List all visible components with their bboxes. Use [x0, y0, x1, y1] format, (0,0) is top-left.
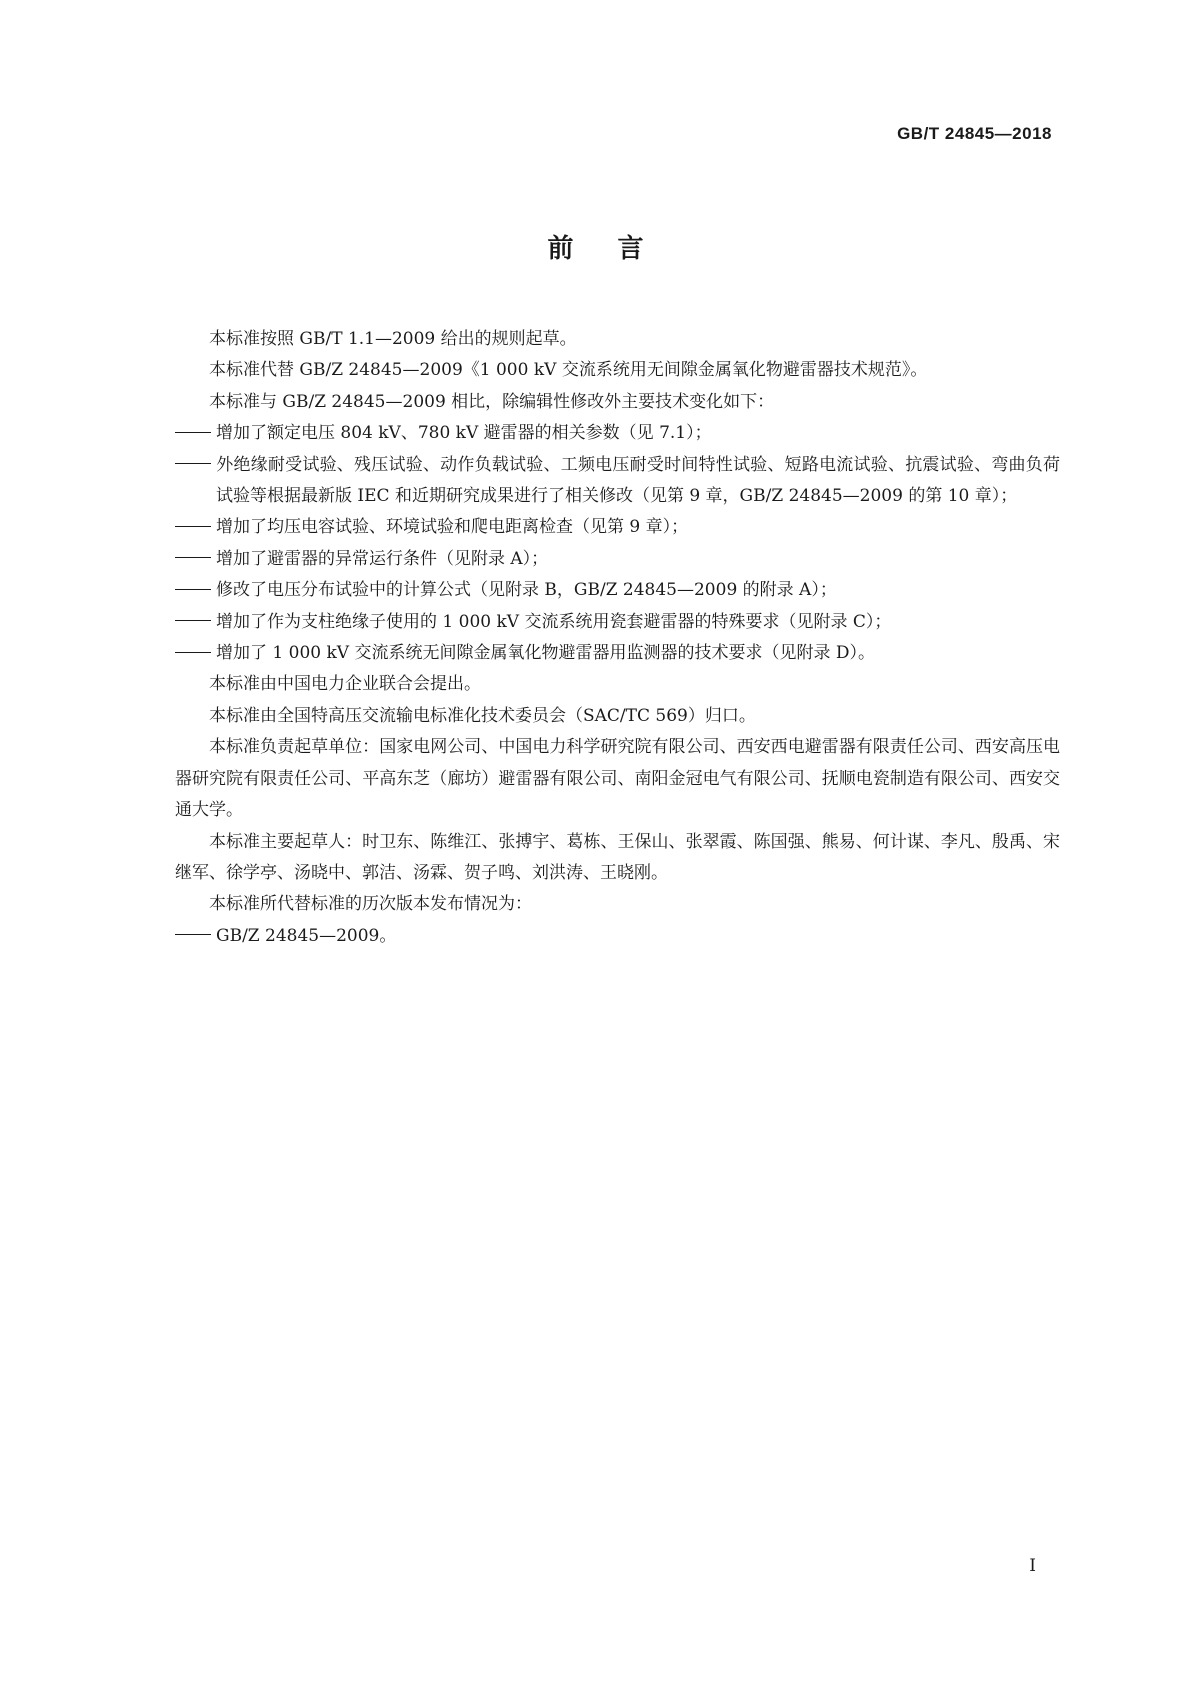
paragraph-version-history: 本标准所代替标准的历次版本发布情况为：	[209, 894, 532, 915]
paragraph-proposed-by: 本标准由中国电力企业联合会提出。	[209, 674, 481, 695]
dash-marker	[175, 418, 216, 449]
paragraph-replaces: 本标准代替 GB/Z 24845—2009《1 000 kV 交流系统用无间隙金属氧化物避雷器技术规范》。	[209, 360, 928, 381]
paragraph-drafting-units: 本标准负责起草单位：国家电网公司、中国电力科学研究院有限公司、西安西电避雷器有限责任公司、西安高压电器研究院有限责任公司、平高东芝（廊坊）避雷器有限公司、南阳金冠电气有限公司、抚顺电瓷制造有限公司、西安交通大学。	[175, 737, 1060, 821]
dash-marker	[175, 607, 216, 638]
paragraph-centralized-by: 本标准由全国特高压交流输电标准化技术委员会（SAC/TC 569）归口。	[209, 705, 756, 726]
version-history-item	[175, 921, 1060, 952]
change-item-text: 增加了避雷器的异常运行条件（见附录 A）；	[216, 548, 549, 569]
paragraph-changes-intro: 本标准与 GB/Z 24845—2009 相比，除编辑性修改外主要技术变化如下：	[209, 391, 775, 412]
change-item-text: 增加了作为支柱绝缘子使用的 1 000 kV 交流系统用瓷套避雷器的特殊要求（见附录 C）；	[216, 611, 892, 632]
dash-marker	[175, 512, 216, 543]
dash-marker	[175, 544, 216, 575]
dash-marker	[175, 575, 216, 606]
standard-number: GB/T 24845—2018	[897, 124, 1052, 143]
dash-marker	[175, 921, 216, 952]
change-item	[175, 638, 1060, 669]
document-body	[175, 324, 1060, 952]
version-history-text: GB/Z 24845—2009。	[216, 925, 397, 946]
page-number: I	[1029, 1556, 1036, 1576]
change-item-text: 增加了均压电容试验、环境试验和爬电距离检查（见第 9 章）；	[216, 517, 689, 538]
paragraph-drafters: 本标准主要起草人：时卫东、陈维江、张搏宇、葛栋、王保山、张翠霞、陈国强、熊易、何计谋、李凡、殷禹、宋继军、徐学亭、汤晓中、郭洁、汤霖、贺子鸣、刘洪涛、王晓刚。	[175, 831, 1060, 883]
change-item	[175, 607, 1060, 638]
page-title: 前言	[547, 234, 688, 264]
change-item	[175, 575, 1060, 606]
change-item	[175, 450, 1060, 513]
dash-marker	[175, 638, 216, 669]
change-item-text: 增加了额定电压 804 kV、780 kV 避雷器的相关参数（见 7.1）；	[216, 423, 712, 444]
change-item-text: 增加了 1 000 kV 交流系统无间隙金属氧化物避雷器用监测器的技术要求（见附录 D）。	[216, 643, 875, 664]
paragraph-drafting-rules: 本标准按照 GB/T 1.1—2009 给出的规则起草。	[209, 329, 577, 349]
dash-marker	[175, 450, 216, 481]
change-item-text: 外绝缘耐受试验、残压试验、动作负载试验、工频电压耐受时间特性试验、短路电流试验、抗震试验、弯曲负荷试验等根据最新版 IEC 和近期研究成果进行了相关修改（见第 9 章，GB/Z 24845—2009 的第 10 章）；	[216, 454, 1060, 507]
change-item	[175, 512, 1060, 543]
change-item	[175, 544, 1060, 575]
change-item	[175, 418, 1060, 449]
change-item-text: 修改了电压分布试验中的计算公式（见附录 B，GB/Z 24845—2009 的附录 A）；	[216, 580, 837, 601]
